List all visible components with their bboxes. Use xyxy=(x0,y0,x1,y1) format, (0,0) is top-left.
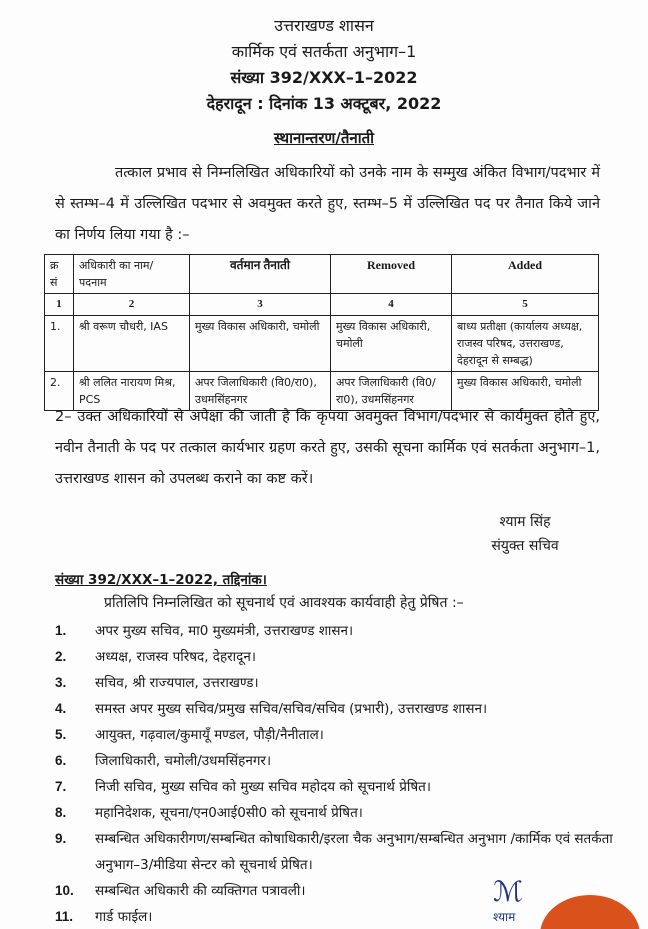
list-item xyxy=(55,670,615,696)
item-number: 10. xyxy=(55,883,74,898)
col-header: वर्तमान तैनाती xyxy=(190,255,331,294)
item-text: सम्बन्धित अधिकारी की व्यक्तिगत पत्रावली। xyxy=(95,883,306,899)
list-item xyxy=(55,748,615,774)
col-header: Removed xyxy=(331,255,452,294)
item-text: सचिव, श्री राज्यपाल, उत्तराखण्ड। xyxy=(95,675,259,691)
signatory-designation: संयुक्त सचिव xyxy=(491,538,559,554)
item-number: 5. xyxy=(55,727,67,742)
table-row xyxy=(45,316,599,372)
copy-list xyxy=(55,618,615,929)
signatory-name: श्याम सिंह xyxy=(499,514,551,530)
department: कार्मिक एवं सतर्कता अनुभाग–1 xyxy=(231,42,417,61)
item-text: समस्त अपर मुख्य सचिव/प्रमुख सचिव/सचिव/सचिव (प्रभारी), उत्तराखण्ड शासन। xyxy=(95,701,488,717)
cell-current-posting: अपर जिलाधिकारी (वि0/रा0), उधमसिंहनगर xyxy=(190,372,331,411)
item-number: 9. xyxy=(55,831,67,846)
col-header: क्र सं xyxy=(45,255,74,294)
order-date: देहरादून : दिनांक 13 अक्टूबर, 2022 xyxy=(206,94,442,113)
list-item xyxy=(55,826,615,878)
cell-removed: मुख्य विकास अधिकारी, चमोली xyxy=(331,316,452,372)
cell-added: बाध्य प्रतीक्षा (कार्यालय अध्यक्ष, राजस्व परिषद, उत्तराखण्ड, देहरादून से सम्बद्ध) xyxy=(452,316,599,372)
item-number: 6. xyxy=(55,753,67,768)
column-number-row xyxy=(45,294,599,316)
list-item xyxy=(55,644,615,670)
list-item xyxy=(55,722,615,748)
item-number: 7. xyxy=(55,779,67,794)
list-item xyxy=(55,774,615,800)
item-number: 2. xyxy=(55,649,67,664)
item-number: 3. xyxy=(55,675,67,690)
cell-officer: श्री ललित नारायण मिश्र, PCS xyxy=(74,372,190,411)
item-text: अपर मुख्य सचिव, मा0 मुख्यमंत्री, उत्तराखण्ड शासन। xyxy=(95,623,354,639)
item-number: 11. xyxy=(55,909,74,924)
paragraph-1: तत्काल प्रभाव से निम्नलिखित अधिकारियों को उनके नाम के सम्मुख अंकित विभाग/पदभार में से स्तम्भ–4 में उल्लिखित पदभार से अवमुक्त करते हुए, स्तम्भ–5 में उल्लिखित पद पर तैनात किये जाने का निर्णय लिया गया है :– xyxy=(55,165,600,243)
cell-serial: 1. xyxy=(45,316,74,372)
item-text: निजी सचिव, मुख्य सचिव को मुख्य सचिव महोदय को सूचनार्थ प्रेषित। xyxy=(95,779,431,795)
list-item xyxy=(55,618,615,644)
item-number: 8. xyxy=(55,805,67,820)
item-number: 1. xyxy=(55,623,67,638)
item-text: जिलाधिकारी, चमोली/उधमसिंहनगर। xyxy=(95,753,272,769)
col-number: 1 xyxy=(45,294,74,316)
list-item xyxy=(55,878,615,904)
col-header: Added xyxy=(452,255,599,294)
govt-name: उत्तराखण्ड शासन xyxy=(274,16,374,35)
list-item xyxy=(55,904,615,929)
cell-officer: श्री वरूण चौधरी, IAS xyxy=(74,316,190,372)
list-item xyxy=(55,696,615,722)
item-text: आयुक्त, गढ़वाल/कुमायूँ मण्डल, पौड़ी/नैनीताल। xyxy=(95,727,324,743)
item-number: 4. xyxy=(55,701,67,716)
item-text: महानिदेशक, सूचना/एन0आई0सी0 को सूचनार्थ प्रेषित। xyxy=(95,805,363,821)
col-header: अधिकारी का नाम/ पदनाम xyxy=(74,255,190,294)
cell-current-posting: मुख्य विकास अधिकारी, चमोली xyxy=(190,316,331,372)
item-text: गार्ड फाईल। xyxy=(95,909,153,925)
col-number: 5 xyxy=(452,294,599,316)
item-text: अध्यक्ष, राजस्व परिषद, देहरादून। xyxy=(95,649,256,665)
cell-added: मुख्य विकास अधिकारी, चमोली xyxy=(452,372,599,411)
signature: ℳ श्याम xyxy=(493,875,523,924)
list-item xyxy=(55,800,615,826)
paragraph-2: 2– उक्त अधिकारियों से अपेक्षा की जाती है कि कृपया अवमुक्त विभाग/पदभार से कार्यमुक्त होते हुए, नवीन तैनाती के पद पर तत्काल कार्यभार ग्रहण करते हुए, उसकी सूचना कार्मिक एवं सतर्कता अनुभाग–1, उत्तराखण्ड शासन को उपलब्ध कराने का कष्ट करें। xyxy=(55,409,600,487)
col-number: 2 xyxy=(74,294,190,316)
cell-removed: अपर जिलाधिकारी (वि0/रा0), उधमसिंहनगर xyxy=(331,372,452,411)
table-header-row xyxy=(45,255,599,294)
col-number: 3 xyxy=(190,294,331,316)
col-number: 4 xyxy=(331,294,452,316)
item-text: सम्बन्धित अधिकारीगण/सम्बन्धित कोषाधिकारी/इरला चैक अनुभाग/सम्बन्धित अनुभाग /कार्मिक एवं सतर्कता अनुभाग–3/मीडिया सेन्टर को सूचनार्थ प्रेषित। xyxy=(95,831,613,873)
transfer-table xyxy=(44,254,599,411)
copy-intro: प्रतिलिपि निम्नलिखित को सूचनार्थ एवं आवश्यक कार्यवाही हेतु प्रेषित :– xyxy=(104,595,464,611)
order-number: संख्या 392/XXX–1–2022 xyxy=(230,68,418,87)
cell-serial: 2. xyxy=(45,372,74,411)
subject-heading: स्थानान्तरण/तैनाती xyxy=(273,129,375,147)
signature-scribble-icon: ℳ xyxy=(493,875,523,908)
copy-reference: संख्या 392/XXX–1–2022, तद्दिनांक। xyxy=(55,572,267,588)
